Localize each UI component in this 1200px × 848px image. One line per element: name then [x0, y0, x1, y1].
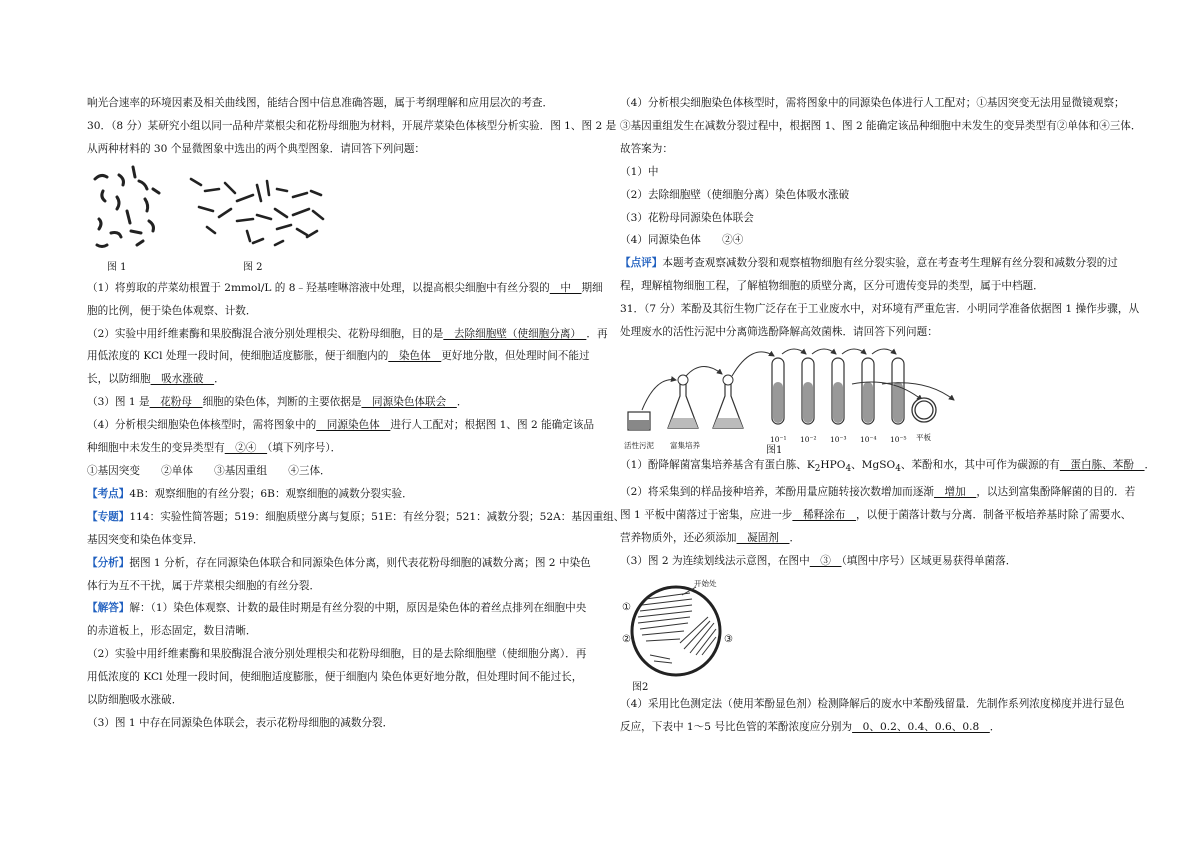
q31-s4-answer: 0、0.2、0.4、0.6、0.8 [852, 720, 990, 733]
q31-s1-answer: 蛋白胨、苯酚 [1059, 458, 1145, 471]
q30-sub2-text-f: ． [214, 373, 225, 386]
fenxi-text-1: 据图 1 分析，存在同源染色体联合和同源染色体分离，则代表花粉母细胞的减数分离；图 2 中染色 [129, 556, 591, 569]
q31-s2-text-b: ，以达到富集酚降解菌的目的．若 [976, 485, 1136, 498]
q31-s4-text-b: 反应，下表中 1～5 号比色管的苯酚浓度应分别为 [620, 720, 853, 733]
answer4-line1: （4）分析根尖细胞染色体核型时，需将图象中的同源染色体进行人工配对；①基因突变无法用显微镜观察； [620, 97, 1125, 109]
q30-sub2-text-a: （2）实验中用纤维素酶和果胶酶混合液分别处理根尖、花粉母细胞，目的是 [87, 327, 444, 340]
q30-sub4-text-c: 种细胞中未发生的变异类型有 [87, 442, 225, 455]
dilution-label-4: 10⁻⁴ [860, 434, 877, 444]
answer-1: （1）中 [620, 165, 659, 178]
answer-2: （2）去除细胞壁（使细胞分离）染色体吸水涨破 [620, 188, 850, 201]
q30-sub2-text-e: 长，以防细胞 [87, 373, 151, 386]
q31-s1-text-a: （1）酚降解菌富集培养基含有蛋白胨、K [620, 458, 815, 471]
q30-sub4-line2 [87, 437, 592, 460]
kaodian-line [87, 483, 592, 506]
zhuanti-text-1: 114：实验性简答题；519：细胞质壁分离与复原；51E：有丝分裂；521：减数分裂；52A：基因重组、 [129, 510, 625, 523]
q31-s2-text-f: ． [789, 531, 801, 544]
q30-options: ①基因突变 ②单体 ③基因重组 ④三体． [87, 464, 331, 477]
chromosome-figures [87, 161, 592, 277]
q31-s2-answer-1: 增加 [933, 485, 977, 498]
fenxi-line2: 体行为互不干扰，属于芹菜根尖细胞的有丝分裂． [87, 579, 321, 592]
q31-s1-sub-1: 2 [814, 464, 821, 475]
q31-s4-text-c: ． [989, 720, 1001, 733]
q30-sub3-answer-2: 同源染色体联会 [361, 396, 457, 409]
zhuanti-line2: 基因突变和染色体变异． [87, 533, 204, 546]
q31-s2-line3 [620, 527, 1125, 550]
figure-1-caption: 图1 [766, 444, 783, 456]
q31-s1-text-d: 、苯酚和水，其中可作为碳源的有 [900, 458, 1060, 471]
dianping-line2: 程，理解植物细胞工程，了解植物细胞的质壁分离，区分可遗传变异的类型，属于中档题． [620, 280, 1044, 293]
agar-plates [912, 398, 936, 422]
dilution-label-3: 10⁻³ [830, 434, 847, 444]
q30-stem-1: 30．（8 分）某研究小组以同一品种芹菜根尖和花粉母细胞为材料，开展芹菜染色体核型分析实验．图 1、图 2 是 [87, 119, 617, 132]
q30-sub2-answer-2: 染色体 [388, 350, 442, 363]
q30-sub1-text-b: 期细 [581, 281, 603, 294]
q30-sub1-line2: 胞的比例，便于染色体观察、计数． [87, 304, 257, 317]
intro-line: 响光合速率的环境因素及相关曲线图，能结合图中信息准确答题，属于考纲理解和应用层次的考查． [87, 97, 554, 109]
q30-sub2-line2 [87, 345, 592, 368]
q31-s4-line1: （4）采用比色测定法（使用苯酚显色剂）检测降解后的废水中苯酚残留量．先制作系列浓度梯度并进行显色 [620, 697, 1125, 710]
figure-2-label: 图 2 [243, 261, 263, 273]
q30-sub1-answer: 中 [549, 281, 582, 294]
q30-sub3-line [87, 391, 592, 414]
figure-2-chromosomes [191, 179, 323, 245]
answer-4: （4）同源染色体 ②④ [620, 234, 744, 247]
plate-label: 平板 [916, 432, 931, 442]
q31-s2-line2 [620, 504, 1132, 527]
q30-sub1-text-a: （1）将剪取的芹菜幼根置于 2mmol/L 的 8﹣羟基喹啉溶液中处理，以提高根尖细胞中有丝分裂的 [87, 281, 550, 294]
q30-sub4-answer-2: ②④ [224, 442, 268, 455]
answer-3: （3）花粉母同源染色体联会 [620, 211, 754, 224]
dilution-label-1: 10⁻¹ [770, 434, 787, 444]
jieda-line2: 的赤道板上，形态固定，数目清晰． [87, 625, 257, 638]
tube-liquid [773, 382, 903, 423]
q30-sub4-text-d: （填下列序号）． [267, 442, 342, 455]
q31-s4-line2 [620, 716, 1125, 739]
jieda-tag: 【解答】 [87, 602, 130, 615]
q31-s1-sub-3: 4 [895, 464, 901, 475]
figure-1-label: 图 1 [107, 261, 127, 273]
q31-s2-answer-2: 稀释涂布 [792, 508, 856, 521]
q30-sub2-text-d: 更好地分散，但处理时间不能过 [441, 350, 590, 363]
q30-sub2-line3 [87, 368, 592, 391]
q30-sub3-text-b: 细胞的染色体，判断的主要依据是 [202, 396, 362, 409]
q31-figure-2 [620, 573, 1125, 693]
dianping-tag: 【点评】 [620, 257, 663, 270]
q30-sub2-answer-3: 吸水涨破 [150, 373, 215, 386]
jieda-line4: 用低浓度的 KCl 处理一段时间，使细胞适度膨胀，便于细胞内 染色体更好地分散，但处理时间不能过长， [87, 671, 583, 684]
kaodian-tag: 【考点】 [87, 487, 130, 500]
dilution-label-5: 10⁻⁵ [890, 434, 907, 444]
q30-sub3-text-a: （3）图 1 是 [87, 396, 150, 409]
figure-2-caption: 图2 [632, 681, 649, 693]
jieda-line6: （3）图 1 中存在同源染色体联会，表示花粉母细胞的减数分裂． [87, 716, 394, 729]
start-label: 开始处 [694, 578, 717, 588]
q31-s2-text-e: 营养物质外，还必须添加 [620, 531, 737, 544]
q31-stem-1: 31．（7 分）苯酚及其衍生物广泛存在于工业废水中，对环境有严重危害．小明同学准备依据图 1 操作步骤，从 [620, 303, 1140, 316]
q30-sub1-line1 [87, 277, 603, 300]
left-column [87, 92, 625, 735]
q31-s3-text-b: （填图中序号）区域更易获得单菌落． [841, 554, 1017, 567]
q31-s3-line [620, 550, 1125, 573]
q31-s2-text-d: ，以便于菌落计数与分离．制备平板培养基时除了需要水、 [855, 508, 1132, 521]
zhuanti-tag: 【专题】 [87, 510, 130, 523]
q31-stem-2: 处理废水的活性污泥中分离筛选酚降解高效菌株．请回答下列问题： [620, 326, 938, 339]
q31-s3-text-a: （3）图 2 为连续划线法示意图，在图中 [620, 554, 810, 567]
q31-s2-text-c: 图 1 平板中菌落过于密集，应进一步 [620, 508, 793, 521]
jieda-line5: 以防细胞吸水涨破． [87, 694, 183, 707]
right-column [620, 92, 1156, 738]
dianping-text-1: 本题考查观察减数分裂和观察植物细胞有丝分裂实验，意在考查考生理解有丝分裂和减数分裂的过 [662, 257, 1118, 270]
q30-stem-2: 从两种材料的 30 个显微图象中选出的两个典型图象．请回答下列问题： [87, 142, 426, 155]
q30-sub4-answer-1: 同源染色体 [316, 419, 391, 432]
culture-flask-1 [668, 375, 698, 428]
q31-s1-sub-2: 4 [845, 464, 852, 475]
q30-sub3-answer-1: 花粉母 [149, 396, 203, 409]
q31-figure-1 [620, 344, 1125, 454]
q31-s1-line [620, 454, 1156, 481]
region-3-label: ③ [724, 633, 733, 645]
jieda-line3: （2）实验中用纤维素酶和果胶酶混合液分别处理根尖和花粉母细胞，目的是去除细胞壁（使细胞分离）．再 [87, 648, 587, 661]
q30-sub4-text-a: （4）分析根尖细胞染色体核型时，需将图象中的 [87, 419, 317, 432]
culture-flask-2 [713, 375, 743, 428]
fenxi-tag: 【分析】 [87, 556, 130, 569]
q31-s1-text-e: ． [1144, 458, 1156, 471]
q31-s3-answer: ③ [809, 554, 842, 567]
culture-label: 富集培养 [670, 440, 700, 450]
q31-s1-text-b: HPO [820, 458, 846, 471]
sludge-label: 活性污泥 [624, 440, 654, 450]
jieda-text-1: 解：（1）染色体观察、计数的最佳时期是有丝分裂的中期，原因是染色体的着丝点排列在细胞中央 [129, 602, 587, 615]
kaodian-text: 4B：观察细胞的有丝分裂；6B：观察细胞的减数分裂实验． [129, 487, 413, 500]
q30-sub2-answer-1: 去除细胞壁（使细胞分离） [443, 327, 587, 340]
q30-sub3-text-c: ． [456, 396, 468, 409]
q30-sub4-text-b: 进行人工配对；根据图 1、图 2 能确定该品 [390, 419, 595, 432]
q30-sub4-line1 [87, 414, 595, 437]
answer-intro: 故答案为： [620, 142, 673, 155]
q31-s1-text-c: 、MgSO [851, 458, 896, 471]
sludge-beaker [628, 412, 650, 430]
zhuanti-line1 [87, 506, 625, 529]
dilution-label-2: 10⁻² [800, 434, 817, 444]
q30-sub2-line1 [87, 323, 608, 346]
q31-s2-answer-3: 凝固剂 [736, 531, 790, 544]
region-1-label: ① [622, 601, 631, 613]
figure-1-chromosomes [95, 167, 159, 247]
q31-s2-text-a: （2）将采集到的样品接种培养，苯酚用量应随转接次数增加而逐渐 [620, 485, 934, 498]
jieda-line1 [87, 597, 592, 620]
answer4-line2: ③基因重组发生在减数分裂过程中，根据图 1、图 2 能确定该品种细胞中未发生的变异类型有②单体和④三体． [620, 119, 1142, 132]
region-2-label: ② [622, 633, 631, 645]
fenxi-line1 [87, 552, 592, 575]
q30-sub2-text-b: ．再 [586, 327, 608, 340]
q31-s2-line1 [620, 481, 1136, 504]
dianping-line1 [620, 252, 1125, 275]
q30-sub2-text-c: 用低浓度的 KCl 处理一段时间，使细胞适度膨胀，便于细胞内的 [87, 350, 389, 363]
